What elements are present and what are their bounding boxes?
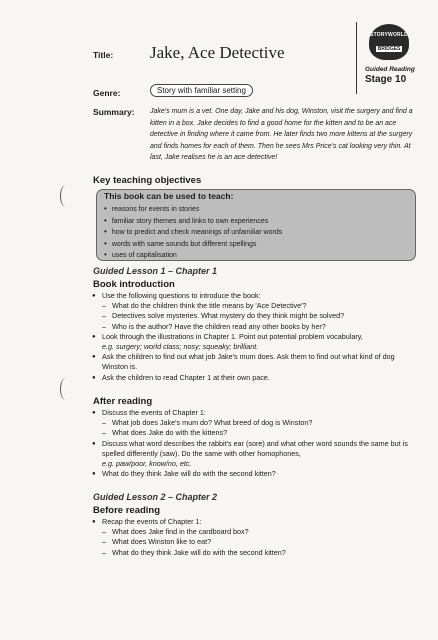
list-item: ● What do they think Jake will do with the second kitten? xyxy=(92,469,422,479)
list-item: – What does Jake find in the cardboard box? xyxy=(92,527,422,537)
series-logo-block xyxy=(365,24,415,85)
objectives-heading: Key teaching objectives xyxy=(93,175,202,186)
book-intro-list xyxy=(92,291,422,383)
header-divider xyxy=(356,22,357,94)
after-reading-heading: After reading xyxy=(93,396,153,407)
objective-item: • uses of capitalisation xyxy=(104,250,282,262)
punch-hole-mark xyxy=(60,185,71,207)
list-item: – What job does Jake's mum do? What breed of dog is Winston? xyxy=(92,418,422,428)
storyworld-logo xyxy=(369,24,409,60)
list-item-text: Discuss what word describes the rabbit's ear (sore) and what other word sounds the same but is spelled differently (saw). Do the same with other homophones, xyxy=(102,438,408,458)
objectives-intro: This book can be used to teach: xyxy=(104,191,234,201)
list-item: – Detectives solve mysteries. What mystery do they think might be solved? xyxy=(92,311,422,321)
list-item-examples: e.g. surgery; world class; nosy; squeaky; brilliant. xyxy=(102,342,259,352)
list-item: – What do the children think the title means by 'Ace Detective'? xyxy=(92,301,422,311)
guided-reading-label: Guided Reading xyxy=(365,66,415,73)
logo-bottom-text: BRIDGES xyxy=(377,46,401,52)
list-item xyxy=(92,439,422,470)
list-item: ● Ask the children to find out what job Jake's mum does. Ask them to find out what kind of dog Winston is. xyxy=(92,352,422,372)
before-reading-heading: Before reading xyxy=(93,505,161,516)
stage-label: Stage 10 xyxy=(365,74,407,85)
summary-label: Summary: xyxy=(93,107,135,117)
objective-item: • reasons for events in stories xyxy=(104,204,282,216)
after-reading-list xyxy=(92,408,422,479)
genre-badge: Story with familiar setting xyxy=(150,84,253,97)
lesson2-heading: Guided Lesson 2 – Chapter 2 xyxy=(93,492,218,502)
objective-item: • familiar story themes and links to own experiences xyxy=(104,216,282,228)
list-item-examples: e.g. paw/poor, know/no, etc. xyxy=(102,459,192,469)
list-item xyxy=(92,332,422,352)
logo-top-text: STORYWORLD xyxy=(370,32,408,38)
objective-item: • words with same sounds but different spellings xyxy=(104,239,282,251)
list-item: ● Use the following questions to introduce the book: xyxy=(92,291,422,301)
book-title: Jake, Ace Detective xyxy=(150,43,285,62)
title-label: Title: xyxy=(93,50,114,60)
lesson1-heading: Guided Lesson 1 – Chapter 1 xyxy=(93,266,218,276)
before-reading-list xyxy=(92,517,422,558)
punch-hole-mark xyxy=(60,378,71,400)
list-item: – Who is the author? Have the children read any other books by her? xyxy=(92,322,422,332)
objective-item: • how to predict and check meanings of unfamiliar words xyxy=(104,227,282,239)
list-item: – What do they think Jake will do with the second kitten? xyxy=(92,548,422,558)
list-item: – What does Jake do with the kittens? xyxy=(92,428,422,438)
list-item: – What does Winston like to eat? xyxy=(92,537,422,547)
list-item: ● Recap the events of Chapter 1: xyxy=(92,517,422,527)
list-item: ● Ask the children to read Chapter 1 at their own pace. xyxy=(92,373,422,383)
objectives-list xyxy=(104,204,282,262)
summary-text: Jake's mum is a vet. One day, Jake and his dog, Winston, visit the surgery and find a kitten in a box. Jake decides to find a good home for the kitten and to be an ace detective in finding where it came from. He later finds two more kittens at the surgery and finds homes for each of them. Then he sees Mrs Price's cat looking very thin. At last, Jake realises he is an ace detective! xyxy=(150,108,413,162)
list-item-text: Look through the illustrations in Chapter 1. Point out potential problem vocabulary, xyxy=(102,331,363,341)
genre-label: Genre: xyxy=(93,88,121,98)
book-intro-heading: Book introduction xyxy=(93,279,175,290)
list-item: ● Discuss the events of Chapter 1: xyxy=(92,408,422,418)
